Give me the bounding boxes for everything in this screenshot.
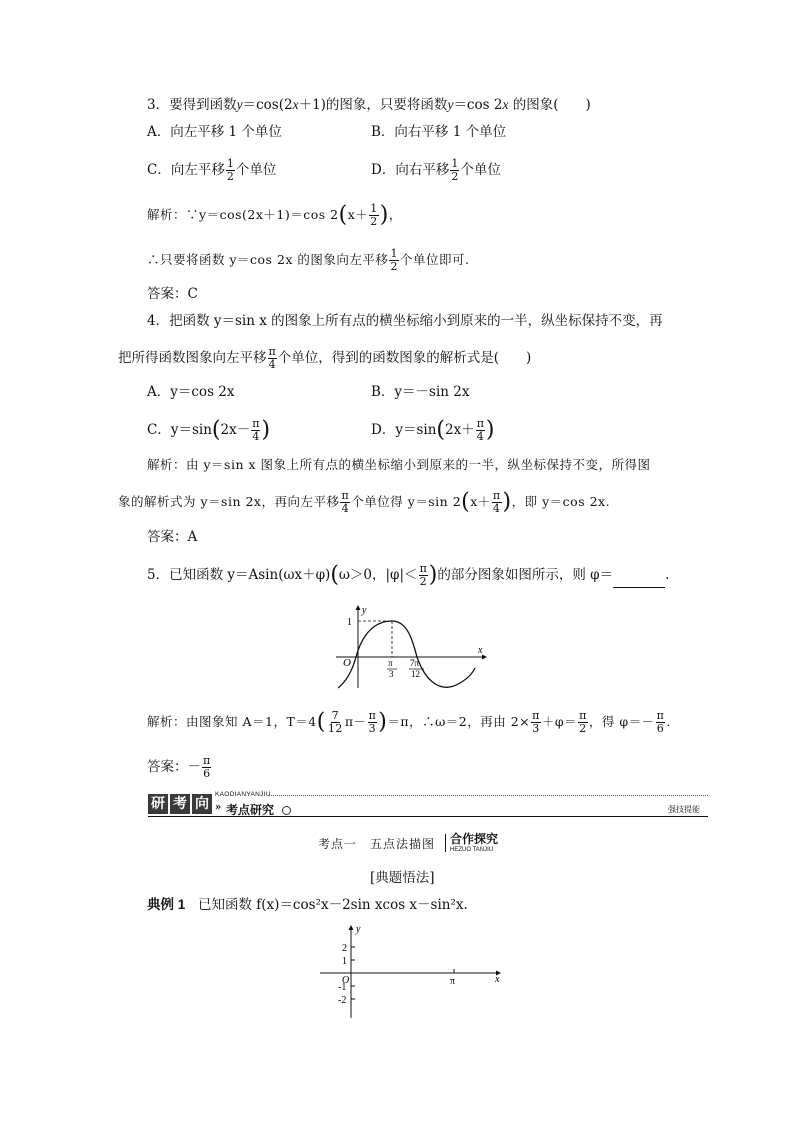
q4-stem-line1: 4．把函数 y＝sin x 的图象上所有点的横坐标缩小到原来的一半，纵坐标保持不变，再: [147, 313, 663, 329]
q3-option-c: C．向左平移 $\frac{1}{2}$ 个单位: [147, 157, 277, 183]
y-axis-label: y: [356, 924, 361, 935]
fraction: $\frac{\pi}{4}$: [268, 345, 276, 371]
section-tag: 合作探究: [450, 832, 499, 846]
q3-option-a: A．向左平移 1 个单位: [147, 124, 282, 140]
fraction: $\frac{1}{2}$: [226, 157, 234, 183]
section-title: 考点一 五点法描图: [318, 837, 436, 851]
play-icon: [282, 806, 291, 815]
q4-solution-line1: 解析：由 y＝sin x 图象上所有点的横坐标缩小到原来的一半，纵坐标保持不变，所得图: [147, 457, 651, 472]
fraction: $\frac{\pi}{4}$: [476, 417, 484, 443]
section-tag-divider: [445, 834, 446, 852]
tick-7pi-12-den: 12: [411, 669, 420, 679]
example-label: 典例 1: [147, 897, 186, 912]
banner-arrows: »: [215, 802, 222, 813]
origin-label: O: [343, 657, 351, 669]
tick-pi-3-den: 3: [389, 669, 394, 679]
fraction: $\frac{\pi}{3}$: [532, 709, 540, 735]
x-axis-label: x: [478, 645, 483, 656]
banner-dotline: [268, 795, 708, 796]
tick-neg1: -1: [338, 982, 347, 993]
q4-option-a: A．y＝cos 2x: [147, 384, 235, 400]
tick-pi-3-num: π: [388, 658, 393, 668]
q3-option-d: D．向右平移 $\frac{1}{2}$ 个单位: [371, 157, 501, 183]
fraction: $\frac{1}{2}$: [370, 202, 378, 228]
q4-solution-line2: 象的解析式为 y＝sin 2x，再向左平移 $\frac{\pi}{4}$ 个单位得 y＝sin 2(x＋ $\frac{\pi}{4}$ )，即 y＝cos 2x.: [118, 489, 611, 515]
tick-neg2: -2: [338, 995, 347, 1006]
tick-pi: π: [450, 976, 456, 987]
section-subtitle: [典题悟法]: [370, 870, 435, 886]
banner-right-label: 强技提能: [668, 805, 700, 814]
fraction: $\frac{7}{12}$: [327, 709, 343, 735]
banner-chip: 向: [192, 794, 212, 814]
q3-answer: 答案：C: [147, 286, 198, 302]
fraction: $\frac{\pi}{4}$: [492, 489, 501, 515]
section-tag-pinyin: HEZUO TANJIU: [450, 847, 494, 853]
tick-7pi-12-num: 7π: [410, 658, 420, 668]
fraction: $\frac{\pi}{2}$: [419, 562, 427, 588]
fraction: $\frac{1}{2}$: [451, 157, 459, 183]
q4-stem-line2: 把所得函数图象向左平移 $\frac{\pi}{4}$ 个单位，得到的函数图象的解析式是( ): [118, 345, 532, 371]
q3-solution-line1: 解析：∵y＝cos(2x＋1)＝cos 2(x＋ $\frac{1}{2}$ )，: [147, 202, 402, 228]
banner-title: 考点研究: [226, 803, 275, 817]
banner-pinyin: KAODIANYANJIU: [215, 791, 271, 798]
answer-blank: [613, 573, 665, 588]
q3-solution-line2: ∴只要将函数 y＝cos 2x 的图象向左平移 $\frac{1}{2}$ 个单位即可.: [147, 247, 470, 273]
origin-label: O: [342, 975, 350, 986]
section-banner: [148, 790, 708, 820]
fraction: $\frac{\pi}{6}$: [203, 754, 211, 780]
x-axis-label: x: [495, 974, 500, 985]
example-text: 已知函数 f(x)＝cos²x－2sin xcos x－sin²x.: [198, 897, 468, 913]
tick-one: 1: [347, 617, 352, 628]
banner-rule: [148, 816, 708, 817]
fraction: $\frac{1}{2}$: [390, 247, 398, 273]
q4-option-c: C．y＝sin(2x－ $\frac{\pi}{4}$ ): [147, 417, 271, 443]
q3-stem: 3．要得到函数y＝cos(2x＋1)的图象，只要将函数y＝cos 2x 的图象( ): [147, 97, 591, 113]
fraction: $\frac{\pi}{4}$: [341, 489, 350, 515]
banner-chip: 研: [148, 794, 168, 814]
tick-2: 2: [342, 943, 347, 954]
q4-option-b: B．y＝－sin 2x: [371, 384, 470, 400]
q4-option-d: D．y＝sin(2x＋ $\frac{\pi}{4}$ ): [371, 417, 495, 443]
blank-coordinate-grid: [310, 920, 510, 1020]
q4-answer: 答案：A: [147, 529, 198, 545]
sine-graph: [330, 600, 490, 692]
fraction: $\frac{\pi}{3}$: [368, 709, 377, 735]
fraction: $\frac{\pi}{2}$: [579, 709, 587, 735]
fraction: $\frac{\pi}{4}$: [252, 417, 260, 443]
banner-chip: 考: [170, 794, 190, 814]
tick-1: 1: [342, 956, 347, 967]
q5-stem: 5．已知函数 y＝Asin(ωx＋φ)(ω＞0，|φ|＜ $\frac{\pi}{2}$ )的部分图象如图所示，则 φ＝ .: [147, 562, 670, 588]
fraction: $\frac{\pi}{6}$: [656, 709, 665, 735]
y-axis-label: y: [362, 605, 367, 616]
q5-answer: 答案：－ $\frac{\pi}{6}$: [147, 754, 211, 780]
q3-option-b: B．向右平移 1 个单位: [371, 124, 507, 140]
q5-solution: 解析：由图象知 A＝1，T＝4( $\frac{7}{12}$ π－ $\frac{\pi}{3}$ )＝π，∴ω＝2，再由 2× $\frac{\pi}{3}$ ＋φ＝ $\frac{\pi}{2}$ ，得 φ＝－ $\frac{\pi}{6}$ .: [147, 709, 671, 735]
